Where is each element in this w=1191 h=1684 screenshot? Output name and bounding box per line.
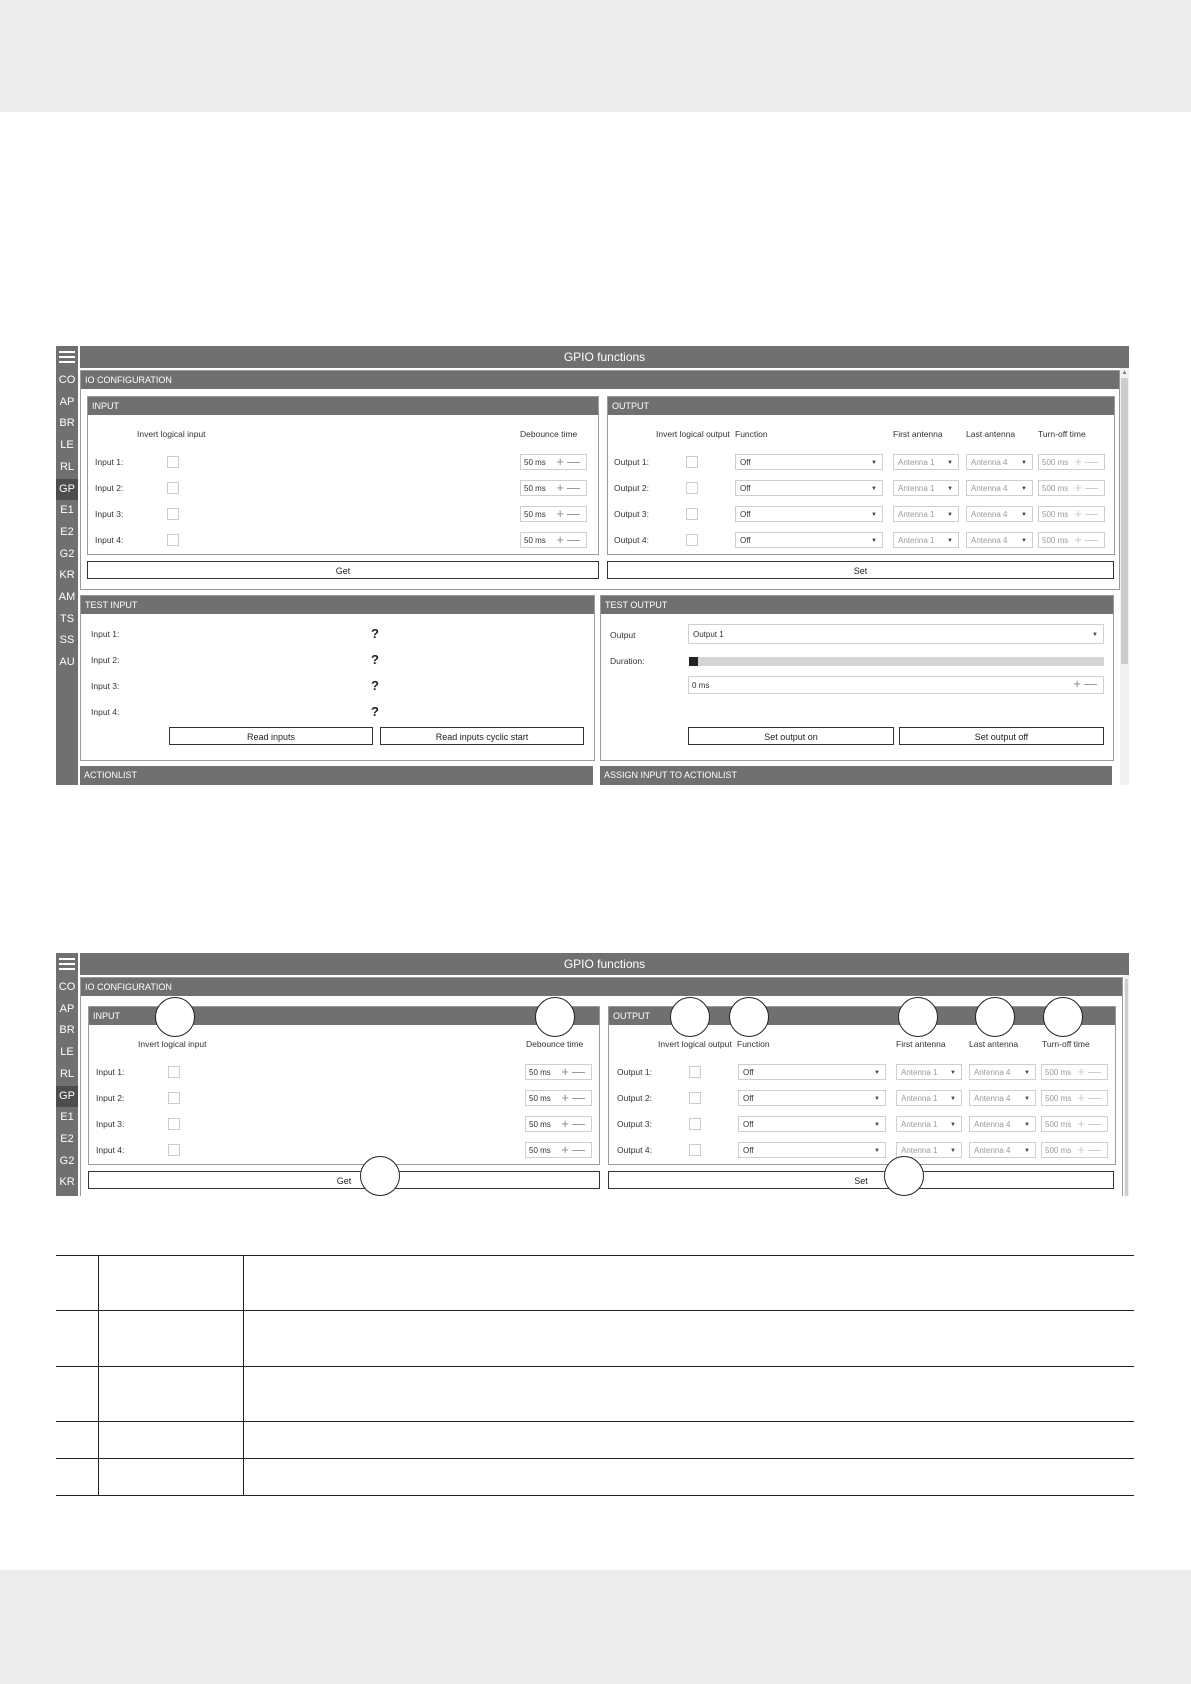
hamburger-icon[interactable]: [59, 351, 75, 363]
io-configuration-header: IO CONFIGURATION: [81, 371, 1119, 389]
plus-icon[interactable]: +: [561, 1064, 572, 1079]
caret-down-icon: ▼: [871, 538, 877, 544]
function-select-value: Off: [743, 1094, 754, 1103]
input-header: INPUT: [88, 397, 598, 415]
last-antenna-select: [969, 1116, 1036, 1132]
invert-input-checkbox[interactable]: [167, 456, 179, 468]
first-antenna-select-value: Antenna 1: [898, 510, 935, 519]
io-configuration-header: IO CONFIGURATION: [81, 978, 1122, 996]
caret-down-icon: ▼: [947, 460, 953, 466]
sidebar-item-ap[interactable]: AP: [59, 1002, 75, 1015]
assign-input-header[interactable]: ASSIGN INPUT TO ACTIONLIST: [600, 766, 1112, 785]
test-input-label: Input 1:: [91, 629, 120, 639]
caret-down-icon: ▼: [1021, 538, 1027, 544]
caret-down-icon: ▼: [950, 1096, 956, 1102]
sidebar: [56, 953, 78, 1196]
input-row-label: Input 4:: [95, 535, 124, 545]
function-select[interactable]: [735, 506, 883, 522]
set-button[interactable]: Set: [608, 1171, 1114, 1189]
output-panel: [607, 396, 1115, 555]
caret-down-icon: ▼: [1021, 460, 1027, 466]
last-antenna-select: [966, 506, 1033, 522]
function-select-value: Off: [743, 1120, 754, 1129]
table-row: [56, 1367, 1134, 1422]
caret-down-icon: ▼: [947, 512, 953, 518]
plus-icon[interactable]: +: [561, 1090, 572, 1105]
invert-output-checkbox[interactable]: [686, 482, 698, 494]
caret-down-icon: ▼: [1092, 632, 1098, 638]
minus-icon[interactable]: —: [1084, 676, 1100, 691]
sidebar-item-br[interactable]: BR: [59, 417, 75, 430]
test-output-header: TEST OUTPUT: [601, 596, 1113, 614]
input-state-unknown: ?: [371, 678, 379, 693]
minus-icon[interactable]: —: [572, 1090, 588, 1105]
set-output-on-button[interactable]: Set output on: [688, 727, 894, 745]
callout-marker: [884, 1156, 924, 1196]
get-button[interactable]: Get: [88, 1171, 600, 1189]
last-antenna-select-value: Antenna 4: [974, 1068, 1011, 1077]
invert-input-header: Invert logical input: [138, 1039, 207, 1049]
output-row-label: Output 2:: [614, 483, 649, 493]
debounce-value: 50 ms: [524, 458, 546, 467]
caret-down-icon: ▼: [1024, 1070, 1030, 1076]
last-antenna-select-value: Antenna 4: [971, 484, 1008, 493]
minus-icon: —: [1085, 506, 1101, 521]
function-select-value: Off: [743, 1068, 754, 1077]
sidebar-item-am[interactable]: AM: [58, 591, 76, 603]
function-select[interactable]: [738, 1090, 886, 1106]
plus-icon: +: [1074, 532, 1085, 547]
first-antenna-select-value: Antenna 1: [901, 1120, 938, 1129]
minus-icon[interactable]: —: [567, 506, 583, 521]
scroll-up-icon[interactable]: ▲: [1121, 370, 1128, 376]
caret-down-icon: ▼: [1024, 1096, 1030, 1102]
turn-off-value: 500 ms: [1045, 1146, 1072, 1155]
minus-icon[interactable]: —: [567, 532, 583, 547]
sidebar-item-rl[interactable]: RL: [59, 460, 75, 473]
caret-down-icon: ▼: [947, 486, 953, 492]
test-output-value: Output 1: [693, 630, 724, 639]
debounce-stepper[interactable]: [520, 480, 587, 496]
plus-icon[interactable]: +: [561, 1116, 572, 1131]
output-row-label: Output 3:: [617, 1119, 652, 1129]
debounce-value: 50 ms: [529, 1120, 551, 1129]
table-row: [56, 1459, 1134, 1496]
caret-down-icon: ▼: [1024, 1122, 1030, 1128]
function-select-value: Off: [740, 510, 751, 519]
callout-marker: [670, 997, 710, 1037]
callout-marker: [360, 1156, 400, 1196]
duration-value: 0 ms: [692, 681, 710, 690]
plus-icon: +: [1077, 1142, 1088, 1157]
bottom-band: [0, 1570, 1191, 1684]
invert-output-checkbox[interactable]: [686, 508, 698, 520]
first-antenna-select-value: Antenna 1: [898, 458, 935, 467]
first-antenna-select-value: Antenna 1: [901, 1068, 938, 1077]
last-antenna-select: [969, 1142, 1036, 1158]
first-antenna-select: [893, 532, 959, 548]
function-header: Function: [735, 429, 768, 439]
invert-input-header: Invert logical input: [137, 429, 206, 439]
top-band: [0, 0, 1191, 112]
invert-output-checkbox[interactable]: [686, 534, 698, 546]
output-select-label: Output: [610, 630, 636, 640]
invert-output-checkbox[interactable]: [689, 1118, 701, 1130]
sidebar-item-g2[interactable]: G2: [59, 1154, 75, 1167]
turn-off-stepper: [1038, 506, 1105, 522]
sidebar-item-co[interactable]: CO: [58, 374, 76, 386]
caret-down-icon: ▼: [1024, 1148, 1030, 1154]
first-antenna-select: [893, 506, 959, 522]
function-select-value: Off: [740, 536, 751, 545]
plus-icon: +: [1077, 1064, 1088, 1079]
debounce-header: Debounce time: [526, 1039, 584, 1049]
sidebar: [56, 346, 78, 785]
minus-icon: —: [1088, 1064, 1104, 1079]
input-state-unknown: ?: [371, 652, 379, 667]
debounce-stepper[interactable]: [525, 1116, 592, 1132]
duration-slider-handle[interactable]: [689, 657, 698, 666]
caret-down-icon: ▼: [871, 512, 877, 518]
plus-icon[interactable]: +: [556, 454, 567, 469]
test-input-label: Input 4:: [91, 707, 120, 717]
last-antenna-select: [966, 532, 1033, 548]
caret-down-icon: ▼: [1021, 486, 1027, 492]
turn-off-stepper: [1041, 1064, 1108, 1080]
table-row: [56, 1422, 1134, 1459]
gpio-screenshot-1: [56, 346, 1129, 785]
caret-down-icon: ▼: [950, 1148, 956, 1154]
invert-output-checkbox[interactable]: [689, 1144, 701, 1156]
plus-icon[interactable]: +: [561, 1142, 572, 1157]
hamburger-icon[interactable]: [59, 958, 75, 970]
get-button[interactable]: Get: [87, 561, 599, 579]
function-select[interactable]: [735, 480, 883, 496]
debounce-value: 50 ms: [524, 536, 546, 545]
invert-output-checkbox[interactable]: [689, 1066, 701, 1078]
function-header: Function: [737, 1039, 770, 1049]
actionlist-header[interactable]: ACTIONLIST: [80, 766, 593, 785]
input-state-unknown: ?: [371, 704, 379, 719]
minus-icon[interactable]: —: [567, 454, 583, 469]
caret-down-icon: ▼: [950, 1122, 956, 1128]
input-header: INPUT: [89, 1007, 599, 1025]
debounce-stepper[interactable]: [525, 1090, 592, 1106]
sidebar-item-rl[interactable]: RL: [59, 1067, 75, 1080]
input-row-label: Input 3:: [96, 1119, 125, 1129]
minus-icon: —: [1085, 480, 1101, 495]
first-antenna-select: [896, 1090, 962, 1106]
callout-marker: [898, 997, 938, 1037]
first-antenna-select: [896, 1116, 962, 1132]
input-row-label: Input 1:: [96, 1067, 125, 1077]
output-row-label: Output 4:: [617, 1145, 652, 1155]
minus-icon: —: [1088, 1116, 1104, 1131]
callout-marker: [975, 997, 1015, 1037]
turn-off-value: 500 ms: [1045, 1094, 1072, 1103]
function-select[interactable]: [735, 454, 883, 470]
debounce-stepper[interactable]: [520, 454, 587, 470]
table-row: [56, 1311, 1134, 1367]
minus-icon: —: [1085, 454, 1101, 469]
sidebar-item-le[interactable]: LE: [60, 1046, 74, 1059]
invert-input-checkbox[interactable]: [168, 1118, 180, 1130]
output-row-label: Output 3:: [614, 509, 649, 519]
minus-icon[interactable]: —: [567, 480, 583, 495]
set-output-off-button[interactable]: Set output off: [899, 727, 1104, 745]
debounce-header: Debounce time: [520, 429, 578, 439]
callout-marker: [1043, 997, 1083, 1037]
turn-off-stepper: [1038, 480, 1105, 496]
first-antenna-select-value: Antenna 1: [898, 484, 935, 493]
invert-output-checkbox[interactable]: [686, 456, 698, 468]
minus-icon: —: [1088, 1142, 1104, 1157]
input-row-label: Input 1:: [95, 457, 124, 467]
sidebar-item-br[interactable]: BR: [59, 1024, 75, 1037]
test-input-label: Input 3:: [91, 681, 120, 691]
turn-off-header: Turn-off time: [1038, 429, 1086, 439]
minus-icon[interactable]: —: [572, 1142, 588, 1157]
first-antenna-select: [896, 1064, 962, 1080]
sidebar-item-e2[interactable]: E2: [60, 525, 74, 538]
test-input-label: Input 2:: [91, 655, 120, 665]
turn-off-value: 500 ms: [1042, 458, 1069, 467]
caret-down-icon: ▼: [1021, 512, 1027, 518]
plus-icon[interactable]: +: [556, 532, 567, 547]
page-title: GPIO functions: [80, 346, 1129, 368]
turn-off-stepper: [1041, 1090, 1108, 1106]
plus-icon[interactable]: +: [556, 506, 567, 521]
scrollbar-thumb[interactable]: [1125, 979, 1128, 1196]
output-row-label: Output 1:: [617, 1067, 652, 1077]
invert-input-checkbox[interactable]: [168, 1144, 180, 1156]
plus-icon: +: [1074, 506, 1085, 521]
debounce-stepper[interactable]: [525, 1142, 592, 1158]
plus-icon[interactable]: +: [1073, 676, 1084, 691]
turn-off-header: Turn-off time: [1042, 1039, 1090, 1049]
input-state-unknown: ?: [371, 626, 379, 641]
debounce-value: 50 ms: [524, 484, 546, 493]
caret-down-icon: ▼: [950, 1070, 956, 1076]
page-title: GPIO functions: [80, 953, 1129, 975]
last-antenna-select: [966, 480, 1033, 496]
plus-icon: +: [1074, 454, 1085, 469]
callout-marker: [155, 997, 195, 1037]
io-configuration-panel: [80, 977, 1123, 1196]
output-row-label: Output 1:: [614, 457, 649, 467]
last-antenna-header: Last antenna: [966, 429, 1016, 439]
callout-marker: [729, 997, 769, 1037]
function-select-value: Off: [743, 1146, 754, 1155]
sidebar-item-ss[interactable]: SS: [59, 634, 75, 647]
last-antenna-select: [966, 454, 1033, 470]
callout-marker: [535, 997, 575, 1037]
table-row: [56, 1256, 1134, 1311]
first-antenna-header: First antenna: [896, 1039, 946, 1049]
debounce-value: 50 ms: [529, 1068, 551, 1077]
output-row-label: Output 4:: [614, 535, 649, 545]
minus-icon: —: [1085, 532, 1101, 547]
debounce-stepper[interactable]: [520, 506, 587, 522]
caret-down-icon: ▼: [874, 1070, 880, 1076]
first-antenna-select: [893, 480, 959, 496]
input-row-label: Input 4:: [96, 1145, 125, 1155]
sidebar-item-g2[interactable]: G2: [59, 547, 75, 560]
invert-output-header: Invert logical output: [658, 1039, 732, 1049]
last-antenna-select-value: Antenna 4: [971, 536, 1008, 545]
scrollbar-thumb[interactable]: [1121, 378, 1128, 664]
invert-output-header: Invert logical output: [656, 429, 730, 439]
sidebar-item-ap[interactable]: AP: [59, 395, 75, 408]
debounce-stepper[interactable]: [520, 532, 587, 548]
minus-icon[interactable]: —: [572, 1064, 588, 1079]
first-antenna-select-value: Antenna 1: [898, 536, 935, 545]
first-antenna-select-value: Antenna 1: [901, 1094, 938, 1103]
first-antenna-header: First antenna: [893, 429, 943, 439]
invert-input-checkbox[interactable]: [167, 534, 179, 546]
caret-down-icon: ▼: [947, 538, 953, 544]
duration-stepper[interactable]: [688, 676, 1104, 694]
plus-icon: +: [1077, 1116, 1088, 1131]
caret-down-icon: ▼: [871, 460, 877, 466]
turn-off-stepper: [1038, 454, 1105, 470]
invert-input-checkbox[interactable]: [168, 1066, 180, 1078]
last-antenna-select-value: Antenna 4: [971, 458, 1008, 467]
test-output-select[interactable]: [688, 624, 1104, 644]
output-header: OUTPUT: [608, 397, 1114, 415]
io-configuration-panel: [80, 370, 1120, 590]
output-header: OUTPUT: [609, 1007, 1115, 1025]
last-antenna-select-value: Antenna 4: [971, 510, 1008, 519]
function-select-value: Off: [740, 484, 751, 493]
set-button[interactable]: Set: [607, 561, 1114, 579]
scrollbar[interactable]: [1124, 975, 1129, 1196]
function-select-value: Off: [740, 458, 751, 467]
output-row-label: Output 2:: [617, 1093, 652, 1103]
duration-label: Duration:: [610, 656, 645, 666]
debounce-stepper[interactable]: [525, 1064, 592, 1080]
sidebar-item-ts[interactable]: TS: [59, 612, 75, 625]
invert-input-checkbox[interactable]: [168, 1092, 180, 1104]
debounce-value: 50 ms: [529, 1146, 551, 1155]
last-antenna-select: [969, 1064, 1036, 1080]
sidebar-item-le[interactable]: LE: [60, 439, 74, 452]
function-select[interactable]: [738, 1064, 886, 1080]
gpio-screenshot-2: [56, 953, 1129, 1196]
minus-icon[interactable]: —: [572, 1116, 588, 1131]
debounce-value: 50 ms: [524, 510, 546, 519]
turn-off-value: 500 ms: [1042, 484, 1069, 493]
turn-off-value: 500 ms: [1042, 510, 1069, 519]
test-input-header: TEST INPUT: [81, 596, 594, 614]
turn-off-stepper: [1038, 532, 1105, 548]
read-inputs-cyclic-button[interactable]: Read inputs cyclic start: [380, 727, 584, 745]
caret-down-icon: ▼: [874, 1096, 880, 1102]
sidebar-item-kr[interactable]: KR: [59, 569, 75, 582]
sidebar-item-kr[interactable]: KR: [59, 1176, 75, 1189]
input-panel: [87, 396, 599, 555]
caret-down-icon: ▼: [874, 1148, 880, 1154]
input-row-label: Input 3:: [95, 509, 124, 519]
sidebar-item-e1[interactable]: E1: [60, 504, 74, 517]
last-antenna-select: [969, 1090, 1036, 1106]
minus-icon: —: [1088, 1090, 1104, 1105]
function-select[interactable]: [738, 1116, 886, 1132]
sidebar-item-gp[interactable]: GP: [56, 479, 78, 500]
input-row-label: Input 2:: [96, 1093, 125, 1103]
last-antenna-header: Last antenna: [969, 1039, 1019, 1049]
invert-input-checkbox[interactable]: [167, 508, 179, 520]
turn-off-stepper: [1041, 1116, 1108, 1132]
scrollbar[interactable]: [1120, 368, 1129, 785]
plus-icon[interactable]: +: [556, 480, 567, 495]
test-output-panel: [600, 595, 1114, 761]
plus-icon: +: [1077, 1090, 1088, 1105]
last-antenna-select-value: Antenna 4: [974, 1146, 1011, 1155]
last-antenna-select-value: Antenna 4: [974, 1120, 1011, 1129]
legend-table: [56, 1255, 1134, 1496]
sidebar-item-co[interactable]: CO: [58, 981, 76, 993]
first-antenna-select: [893, 454, 959, 470]
input-row-label: Input 2:: [95, 483, 124, 493]
sidebar-item-e2[interactable]: E2: [60, 1132, 74, 1145]
plus-icon: +: [1074, 480, 1085, 495]
sidebar-item-au[interactable]: AU: [59, 656, 75, 669]
test-input-panel: [80, 595, 595, 761]
turn-off-stepper: [1041, 1142, 1108, 1158]
sidebar-item-gp[interactable]: GP: [56, 1086, 78, 1107]
duration-slider[interactable]: [689, 657, 1104, 666]
caret-down-icon: ▼: [874, 1122, 880, 1128]
turn-off-value: 500 ms: [1045, 1120, 1072, 1129]
invert-input-checkbox[interactable]: [167, 482, 179, 494]
function-select[interactable]: [738, 1142, 886, 1158]
debounce-value: 50 ms: [529, 1094, 551, 1103]
turn-off-value: 500 ms: [1042, 536, 1069, 545]
caret-down-icon: ▼: [871, 486, 877, 492]
turn-off-value: 500 ms: [1045, 1068, 1072, 1077]
read-inputs-button[interactable]: Read inputs: [169, 727, 373, 745]
function-select[interactable]: [735, 532, 883, 548]
invert-output-checkbox[interactable]: [689, 1092, 701, 1104]
sidebar-item-e1[interactable]: E1: [60, 1111, 74, 1124]
last-antenna-select-value: Antenna 4: [974, 1094, 1011, 1103]
first-antenna-select-value: Antenna 1: [901, 1146, 938, 1155]
